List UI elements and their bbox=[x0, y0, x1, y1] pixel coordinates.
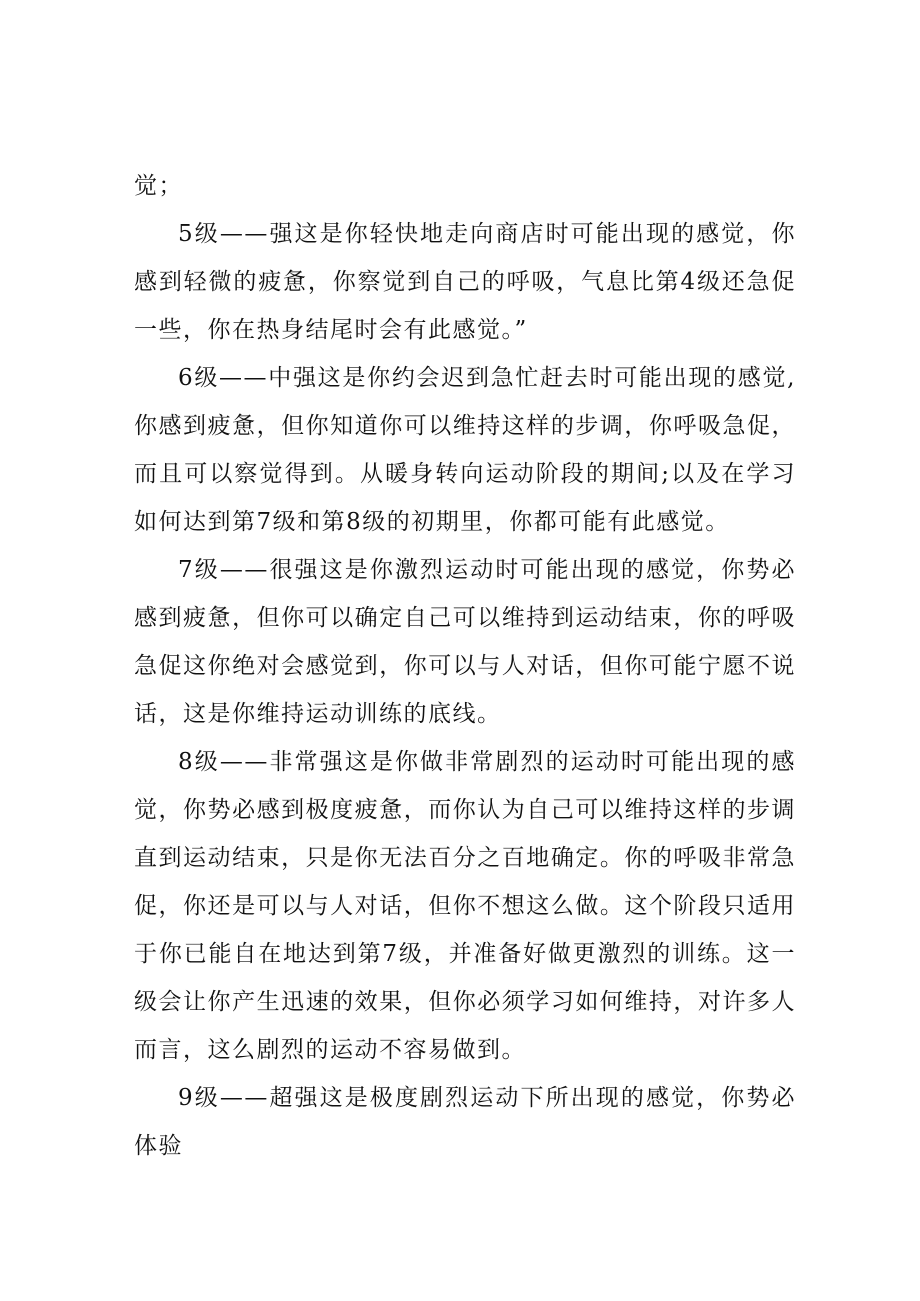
paragraph-level-9: 9级——超强这是极度剧烈运动下所出现的感觉，你势必体验 bbox=[134, 1085, 796, 1159]
paragraph-continuation: 觉； bbox=[134, 173, 183, 199]
paragraph-level-5: 5级——强这是你轻快地走向商店时可能出现的感觉，你感到轻微的疲惫，你察觉到自己的呼吸，气息比第4级还急促一些，你在热身结尾时会有此感觉。” bbox=[134, 221, 796, 343]
paragraph-level-7: 7级——很强这是你激烈运动时可能出现的感觉，你势必感到疲惫，但你可以确定自己可以维持到运动结束，你的呼吸急促这你绝对会感觉到，你可以与人对话，但你可能宁愿不说话，这是你维持运动训练的底线。 bbox=[134, 557, 796, 727]
paragraph-level-6: 6级——中强这是你约会迟到急忙赶去时可能出现的感觉,你感到疲惫，但你知道你可以维持这样的步调，你呼吸急促，而且可以察觉得到。从暖身转向运动阶段的期间;以及在学习如何达到第7级和第8级的初期里，你都可能有此感觉。 bbox=[134, 365, 796, 535]
paragraph-level-8: 8级——非常强这是你做非常剧烈的运动时可能出现的感觉，你势必感到极度疲惫，而你认为自己可以维持这样的步调直到运动结束，只是你无法百分之百地确定。你的呼吸非常急促，你还是可以与人对话，但你不想这么做。这个阶段只适用于你已能自在地达到第7级，并准备好做更激烈的训练。这一级会让你产生迅速的效果，但你必须学习如何维持，对许多人而言，这么剧烈的运动不容易做到。 bbox=[134, 749, 796, 1063]
document-body bbox=[134, 162, 796, 1170]
